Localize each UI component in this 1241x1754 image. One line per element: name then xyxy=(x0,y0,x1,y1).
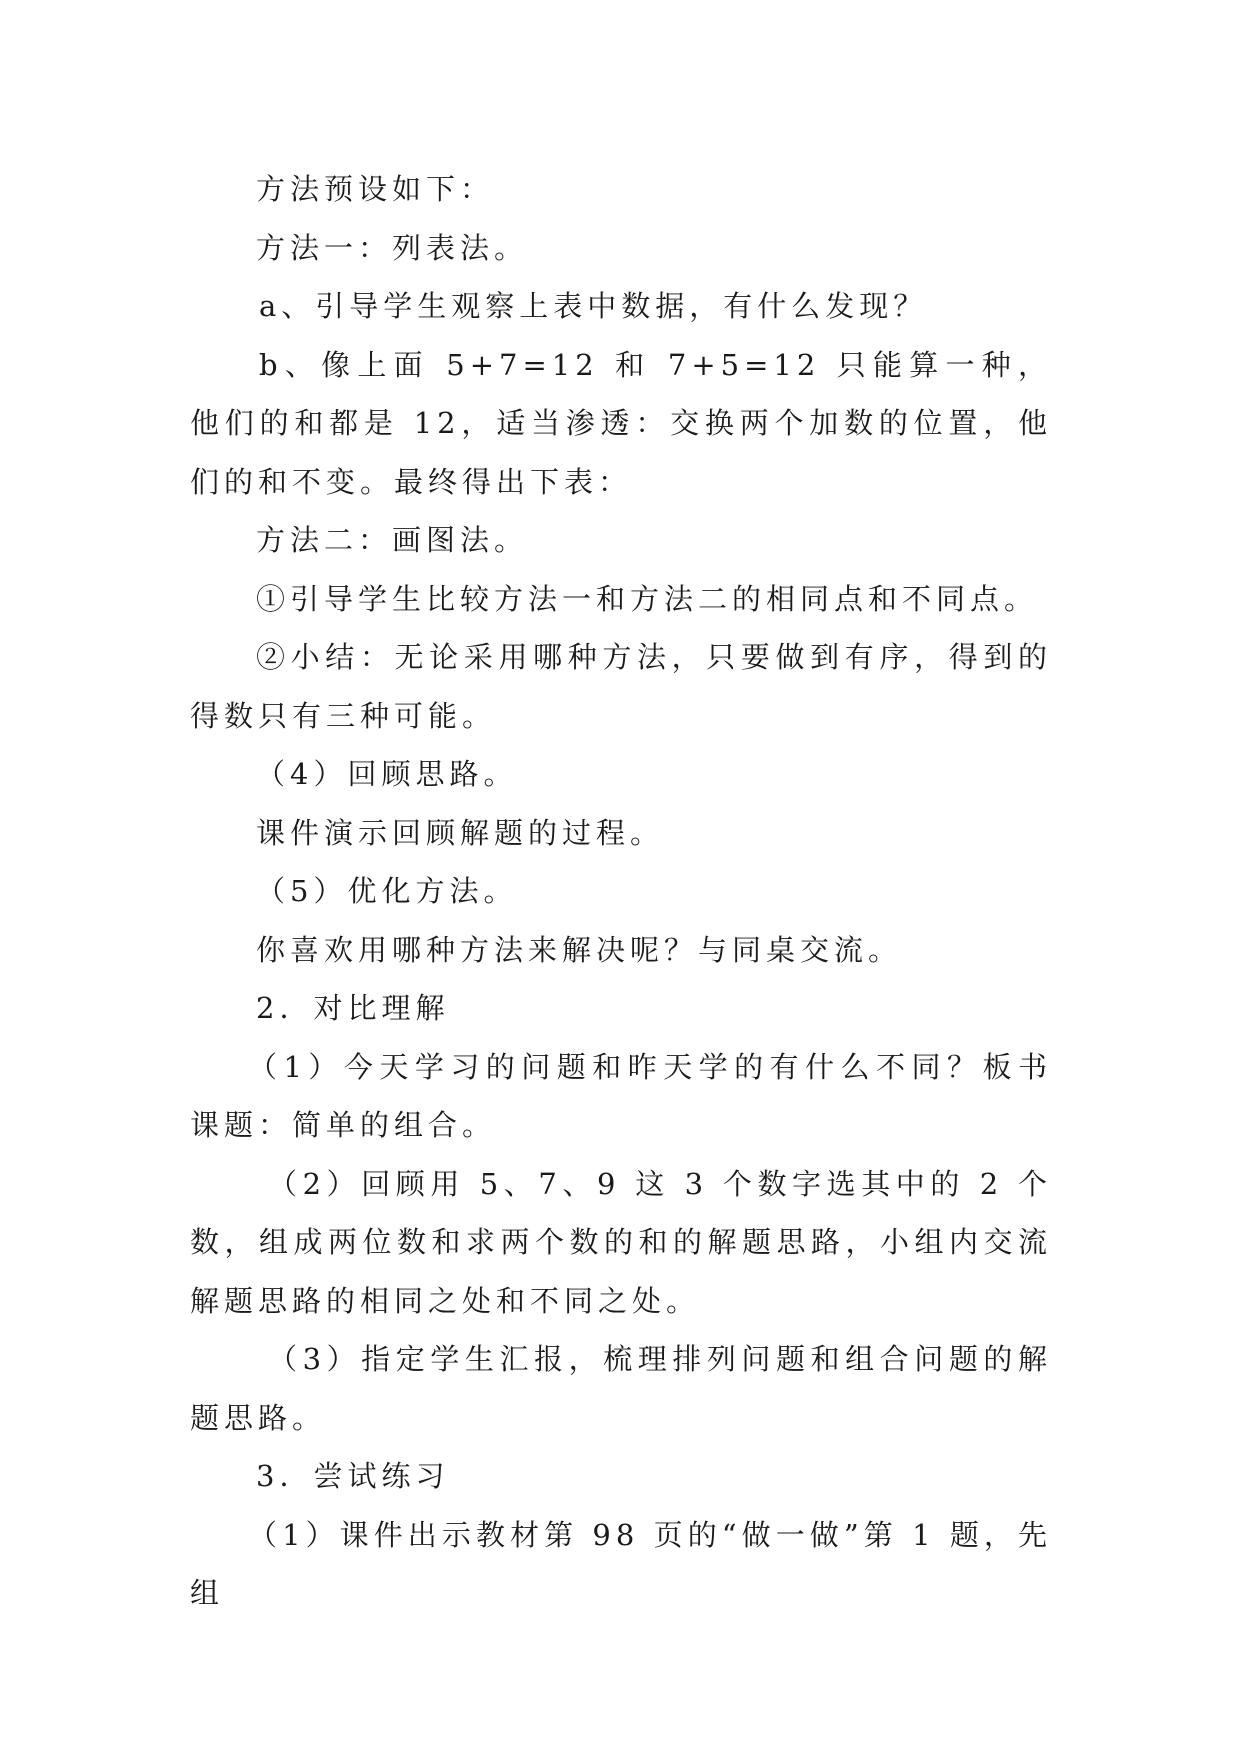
paragraph-method-preset: 方法预设如下： xyxy=(256,172,495,206)
paragraph-item-a: a、引导学生观察上表中数据，有什么发现？ xyxy=(259,289,928,323)
section-heading-practice: 3．尝试练习 xyxy=(256,1459,450,1493)
paragraph-optimize-question: 你喜欢用哪种方法来解决呢？与同桌交流。 xyxy=(256,932,903,967)
paragraph-item-b: b、像上面 5+7=12 和 7+5=12 只能算一种，他们的和都是 12，适当渗透：交换两个加数的位置，他们的和不变。最终得出下表： xyxy=(190,347,1052,499)
paragraph-review-demo: 课件演示回顾解题的过程。 xyxy=(256,815,665,850)
paragraph-review-heading: （4）回顾思路。 xyxy=(256,757,518,791)
paragraph-compare-item-3: （3）指定学生汇报，梳理排列问题和组合问题的解题思路。 xyxy=(190,1342,1052,1435)
section-heading-compare: 2．对比理解 xyxy=(256,991,450,1025)
paragraph-compare-methods: ①引导学生比较方法一和方法二的相同点和不同点。 xyxy=(256,581,1039,616)
paragraph-compare-item-2: （2）回顾用 5、7、9 这 3 个数字选其中的 2 个数，组成两位数和求两个数的和的解题思路，小组内交流解题思路的相同之处和不同之处。 xyxy=(190,1166,1052,1318)
paragraph-practice-item-1: （1）课件出示教材第 98 页的“做一做”第 1 题，先组 xyxy=(190,1517,1052,1610)
paragraph-summary: ②小结：无论采用哪种方法，只要做到有序，得到的得数只有三种可能。 xyxy=(190,640,1052,733)
paragraph-compare-item-1: （1）今天学习的问题和昨天学的有什么不同？板书课题：简单的组合。 xyxy=(190,1049,1052,1142)
paragraph-method-two: 方法二：画图法。 xyxy=(256,523,529,557)
document-body xyxy=(190,160,1052,1623)
paragraph-method-one: 方法一：列表法。 xyxy=(256,230,529,265)
paragraph-optimize-heading: （5）优化方法。 xyxy=(256,874,518,908)
